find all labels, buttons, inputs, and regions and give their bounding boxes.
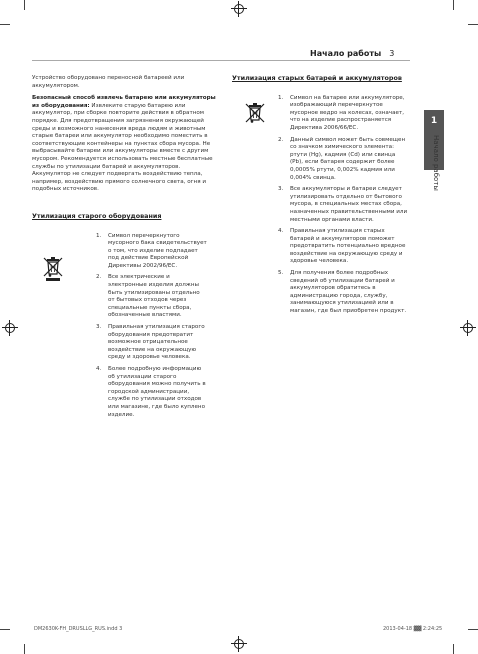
chapter-number: 1 [430, 116, 438, 126]
list-item: 5. Для получения более подробных сведений об утилизации батарей и аккумуляторов обратитесь в администрацию города, службу, занимающуюся утилизацией или в магазин, где был приобретен продукт. [278, 270, 407, 315]
battery-disposal-block [232, 95, 417, 316]
chapter-label: Начало работы [432, 135, 440, 191]
crop-mark [453, 0, 454, 10]
list-item: 1. Символ перечеркнутого мусорного бака свидетельствует о том, что изделие подпадает под действие Европейской Директивы 2002/96/EC. [96, 232, 207, 269]
equipment-list [96, 233, 208, 420]
list-item: 2. Все электрические и электронные изделия должны быть утилизированы отдельно от бытовых отходов через специальные пункты сбора, обозначенные властями. [96, 274, 200, 319]
list-item: 3. Все аккумуляторы и батареи следует утилизировать отдельно от бытового мусора, в специальных местах сбора, назначенных правительственными или местными органами власти. [278, 186, 408, 223]
crossed-bin-icon [244, 101, 266, 127]
crop-mark [468, 24, 478, 25]
crossed-bin-icon [42, 255, 64, 281]
crop-mark [24, 0, 25, 10]
crop-mark [453, 644, 454, 654]
list-item: 4. Более подробную информацию об утилизации старого оборудования можно получить в городской администрации, службе по утилизации отходов или магазине, где было куплено изделие. [96, 366, 206, 418]
chapter-tab-label [425, 130, 443, 220]
intro-text: Устройство оборудовано переносной батареей или аккумулятором. [32, 75, 185, 89]
list-item: 1. Символ на батарее или аккумуляторе, изображающий перечеркнутое мусорное ведро на колесах, означает, что на изделие распространяется Директива 2006/66/EC. [278, 94, 405, 131]
crop-mark [0, 24, 10, 25]
print-date: 2013-04-18 ▓▓ 2:24:25 [383, 626, 443, 632]
header-title: Начало работы [310, 49, 382, 58]
page-number: 3 [389, 49, 395, 58]
list-item: 3. Правильная утилизация старого оборудования предотвратит возможное отрицательное воздействие на окружающую среду и здоровье человека. [96, 324, 205, 361]
crop-mark [0, 629, 10, 630]
header-rule [32, 60, 410, 61]
section-heading-batteries: Утилизация старых батарей и аккумуляторов [232, 74, 402, 82]
battery-list [278, 95, 410, 316]
registration-mark-left [4, 322, 16, 334]
page-header [310, 49, 394, 58]
file-name: DM2630K-FH_DRUSLLG_RUS.indd 3 [34, 626, 123, 632]
left-column [32, 75, 217, 423]
list-item: 4. Правильная утилизация старых батарей и аккумуляторов поможет предотвратить потенциально вредное воздействие на окружающую среду и здоровье человека. [278, 228, 406, 265]
crop-mark [468, 629, 478, 630]
safe-removal-heading: Безопасный способ извлечь батарею или аккумуляторы из оборудования: [32, 95, 216, 109]
safe-removal-paragraph [32, 95, 217, 194]
equipment-disposal-block [32, 233, 217, 420]
crop-mark [24, 644, 25, 654]
registration-mark-bottom [233, 638, 245, 650]
registration-mark-right [462, 322, 474, 334]
registration-mark-top [233, 3, 245, 15]
list-item: 2. Данный символ может быть совмещен со значком химического элемента: ртути (Hg), кадмия (Cd) или свинца (Pb), если батарея содержит более 0,0005% ртути, 0,002% кадмия или 0,004% свинца. [278, 136, 406, 181]
right-column [232, 75, 417, 320]
section-heading-equipment: Утилизация старого оборудования [32, 211, 162, 220]
safe-removal-text: Извлеките старую батарею или аккумулятор, при сборке повторите действия в обратном порядке. Для предотвращения загрязнения окружающей среды и возможного нанесения вреда людям и животным старые батареи или аккумулятор необходимо поместить в соответствующие контейнеры на пунктах сбора мусора. Не выбрасывайте батареи или аккумуляторы вместе с другим мусором. Рекомендуется использовать местные бесплатные службы по утилизации батарей и аккумуляторов. Аккумулятор не следует подвергать воздействию тепла, например, воздействию прямого солнечного света, огня и подобных источников. [32, 102, 213, 193]
